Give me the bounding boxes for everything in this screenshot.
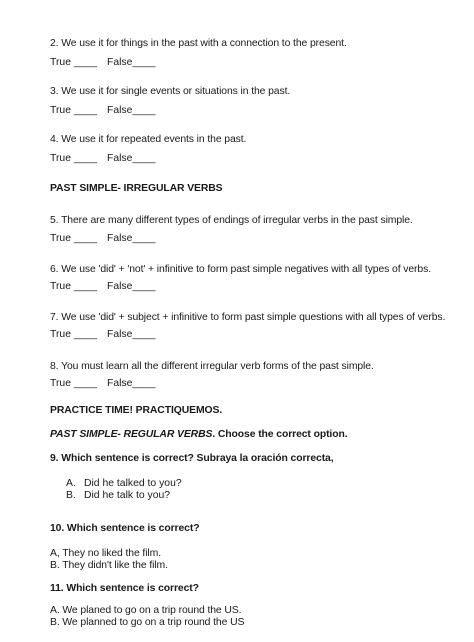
statement-3: 3. We use it for single events or situations in the past.	[50, 86, 291, 97]
question-9-title: 9. Which sentence is correct? Subraya la oración correcta,	[50, 453, 334, 464]
false-blank: False____	[107, 57, 156, 68]
practice-heading: PRACTICE TIME! PRACTIQUEMOS.	[50, 405, 223, 416]
false-blank: False____	[107, 329, 156, 340]
irregular-verbs-heading: PAST SIMPLE- IRREGULAR VERBS	[50, 183, 223, 194]
question-11-option-a: A. We planed to go on a trip round the US.	[50, 605, 242, 616]
false-blank: False____	[107, 105, 156, 116]
true-false-6	[50, 280, 156, 293]
statement-6: 6. We use 'did' + 'not' + infinitive to form past simple negatives with all types of verbs.	[50, 264, 431, 275]
statement-7: 7. We use 'did' + subject + infinitive to form past simple questions with all types of verbs.	[50, 312, 446, 323]
false-blank: False____	[107, 378, 156, 389]
true-blank: True ____	[50, 378, 97, 389]
option-letter: B.	[66, 490, 76, 501]
question-9-option-b	[66, 489, 171, 502]
option-letter: A.	[66, 478, 76, 489]
regular-verbs-instruction	[50, 428, 348, 441]
statement-5: 5. There are many different types of endings of irregular verbs in the past simple.	[50, 215, 413, 226]
regular-verbs-heading: PAST SIMPLE- REGULAR VERBS	[50, 429, 213, 440]
question-10-option-b: B. They didn't like the film.	[50, 560, 168, 571]
statement-4: 4. We use it for repeated events in the past.	[50, 134, 247, 145]
true-blank: True ____	[50, 233, 97, 244]
true-false-5	[50, 232, 156, 245]
false-blank: False____	[107, 153, 156, 164]
true-false-3	[50, 104, 156, 117]
true-false-8	[50, 377, 156, 390]
true-blank: True ____	[50, 329, 97, 340]
true-false-2	[50, 56, 156, 69]
true-blank: True ____	[50, 153, 97, 164]
true-blank: True ____	[50, 281, 97, 292]
false-blank: False____	[107, 233, 156, 244]
true-false-4	[50, 152, 156, 165]
statement-2: 2. We use it for things in the past with a connection to the present.	[50, 38, 347, 49]
option-text: Did he talked to you?	[84, 478, 182, 489]
question-10-title: 10. Which sentence is correct?	[50, 523, 200, 534]
false-blank: False____	[107, 281, 156, 292]
true-false-7	[50, 328, 156, 341]
option-text: Did he talk to you?	[84, 490, 171, 501]
true-blank: True ____	[50, 105, 97, 116]
question-11-title: 11. Which sentence is correct?	[50, 583, 199, 594]
true-blank: True ____	[50, 57, 97, 68]
question-11-option-b: B. We planned to go on a trip round the US	[50, 617, 245, 628]
question-10-option-a: A, They no liked the film.	[50, 548, 161, 559]
instruction-text: . Choose the correct option.	[212, 429, 348, 440]
statement-8: 8. You must learn all the different irregular verb forms of the past simple.	[50, 361, 374, 372]
